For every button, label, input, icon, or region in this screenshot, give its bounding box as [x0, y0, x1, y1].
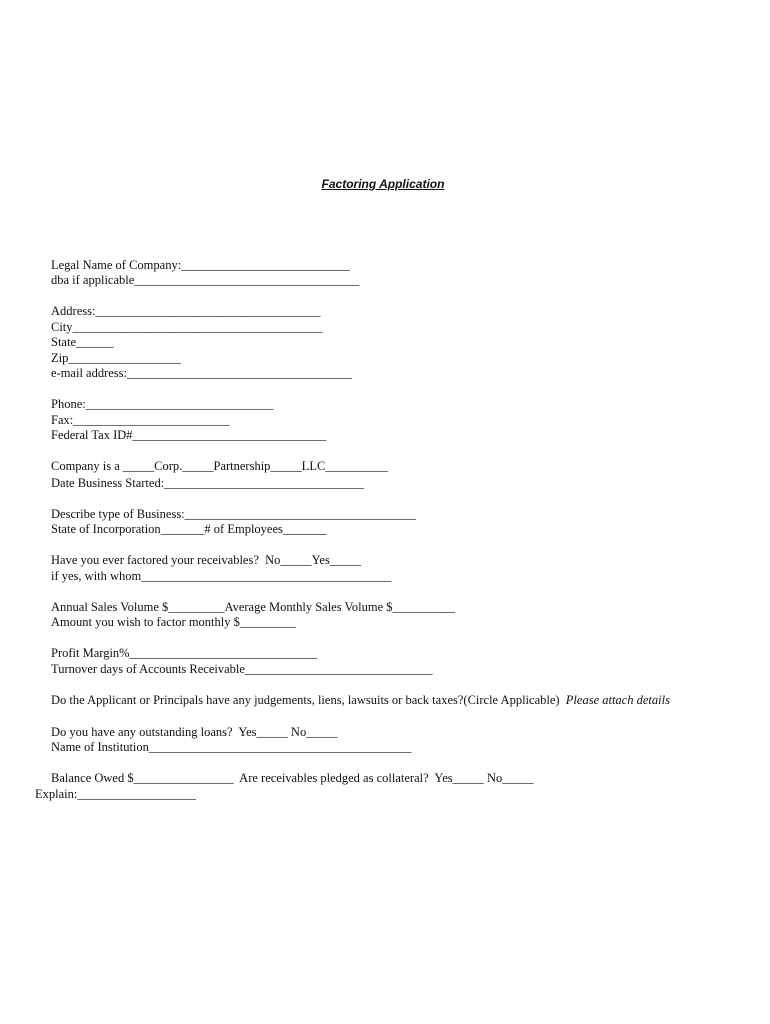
profit-margin-field[interactable]: Profit Margin%______________________________: [51, 646, 318, 660]
dba-field[interactable]: dba if applicable____________________________________: [51, 273, 360, 287]
page-title: Factoring Application: [321, 177, 445, 191]
institution-field[interactable]: Name of Institution__________________________________________: [51, 740, 412, 754]
incorporation-employees-field[interactable]: State of Incorporation_______# of Employees_______: [51, 522, 327, 536]
city-field[interactable]: City________________________________________: [51, 320, 323, 334]
company-type-field[interactable]: Company is a _____Corp._____Partnership_____LLC__________: [51, 459, 388, 473]
email-field[interactable]: e-mail address:____________________________________: [51, 366, 353, 380]
turnover-days-field[interactable]: Turnover days of Accounts Receivable______________________________: [51, 662, 433, 676]
business-type-field[interactable]: Describe type of Business:_____________________________________: [51, 507, 416, 521]
legal-name-field[interactable]: Legal Name of Company:___________________________: [51, 258, 350, 272]
judgements-note: Please attach details: [565, 693, 670, 707]
zip-field[interactable]: Zip__________________: [51, 351, 181, 365]
fax-field[interactable]: Fax:_________________________: [51, 413, 230, 427]
date-started-field[interactable]: Date Business Started:________________________________: [51, 476, 365, 490]
state-field[interactable]: State______: [51, 335, 114, 349]
factored-with-field[interactable]: if yes, with whom________________________________________: [51, 569, 392, 583]
explain-field[interactable]: Explain:___________________: [35, 787, 197, 801]
judgements-question: [51, 693, 670, 708]
judgements-text: Do the Applicant or Principals have any judgements, liens, lawsuits or back taxes?(Circle Applicable): [51, 693, 566, 707]
factored-before-field[interactable]: Have you ever factored your receivables? No_____Yes_____: [51, 553, 362, 567]
address-field[interactable]: Address:____________________________________: [51, 304, 321, 318]
annual-sales-field[interactable]: Annual Sales Volume $_________Average Monthly Sales Volume $__________: [51, 600, 456, 614]
outstanding-loans-field[interactable]: Do you have any outstanding loans? Yes_____ No_____: [51, 725, 338, 739]
phone-field[interactable]: Phone:______________________________: [51, 397, 274, 411]
federal-tax-id-field[interactable]: Federal Tax ID#_______________________________: [51, 428, 327, 442]
balance-owed-field[interactable]: Balance Owed $________________ Are receivables pledged as collateral? Yes_____ No_____: [51, 771, 534, 785]
factor-amount-field[interactable]: Amount you wish to factor monthly $_________: [51, 615, 297, 629]
